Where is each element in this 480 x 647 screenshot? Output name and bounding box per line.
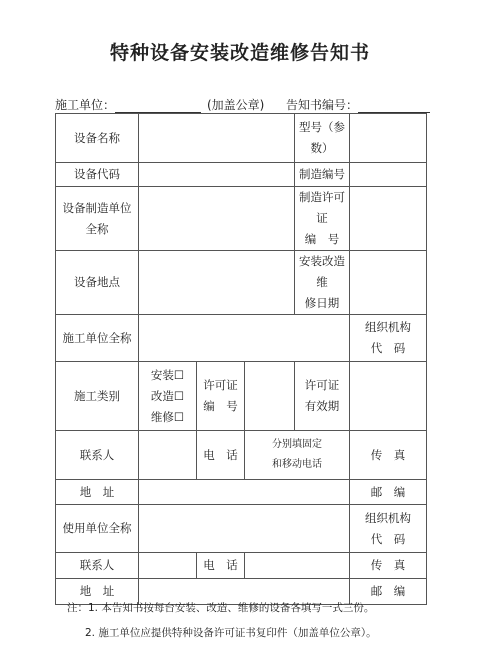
contractor-unit-field	[55, 96, 201, 113]
manufacturer-label-line2: 全称	[85, 221, 109, 236]
user-postcode-label: 邮 编	[350, 579, 427, 605]
fax-label: 传 真	[350, 431, 427, 480]
user-org-code-line2: 代 码	[370, 531, 406, 546]
user-unit-name-label: 使用单位全称	[56, 505, 139, 553]
contractor-name-label: 施工单位全称	[56, 315, 139, 362]
permit-number-value[interactable]	[245, 362, 295, 431]
device-name-value[interactable]	[139, 114, 295, 163]
contractor-unit-label: 施工单位：	[55, 98, 116, 112]
user-org-code-label	[350, 505, 427, 553]
device-code-label: 设备代码	[56, 163, 139, 187]
work-date-label	[295, 251, 350, 315]
work-date-line1: 安装改造维	[299, 254, 346, 289]
notice-number-blank[interactable]	[358, 100, 430, 113]
location-value[interactable]	[139, 251, 295, 315]
permit-number-line1: 许可证	[203, 378, 238, 392]
manufacturing-license-value[interactable]	[350, 187, 427, 251]
model-value[interactable]	[350, 114, 427, 163]
org-code-label	[350, 315, 427, 362]
table-row	[56, 362, 427, 431]
work-date-line2: 修日期	[304, 296, 340, 310]
work-type-label: 施工类别	[56, 362, 139, 431]
contractor-unit-blank[interactable]	[115, 100, 201, 113]
user-org-code-line1: 组织机构	[365, 510, 412, 525]
device-name-label: 设备名称	[56, 114, 139, 163]
user-fax-label: 传 真	[350, 553, 427, 579]
table-row	[56, 315, 427, 362]
notice-number-label: 告知书编号：	[286, 98, 359, 112]
model-label	[295, 114, 350, 163]
phone-note-line1: 分别填固定	[272, 439, 323, 450]
user-phone-label: 电 话	[197, 553, 245, 579]
permit-validity-line2: 有效期	[304, 399, 340, 413]
seal-note: (加盖公章)	[207, 98, 265, 112]
permit-number-line2: 编 号	[203, 399, 238, 413]
contact-label: 联系人	[56, 431, 139, 480]
user-unit-name-value[interactable]	[139, 505, 350, 553]
manufacturing-license-line1: 制造许可证	[299, 190, 346, 225]
manufacturing-license-line2: 编 号	[304, 232, 340, 246]
work-type-options	[139, 362, 197, 431]
table-row	[56, 163, 427, 187]
repair-checkbox[interactable]: 维修☐	[150, 409, 185, 424]
postcode-label: 邮 编	[350, 480, 427, 505]
phone-note	[245, 431, 350, 480]
user-contact-label: 联系人	[56, 553, 139, 579]
serial-number-label: 制造编号	[295, 163, 350, 187]
note-2: 2. 施工单位应提供特种设备许可证书复印件（加盖单位公章）。	[85, 627, 377, 639]
permit-number-label	[197, 362, 245, 431]
manufacturer-label-line1: 设备制造单位	[62, 200, 132, 215]
user-contact-value[interactable]	[139, 553, 197, 579]
contact-value[interactable]	[139, 431, 197, 480]
contractor-name-value[interactable]	[139, 315, 350, 362]
org-code-line2: 代 码	[370, 341, 406, 355]
notice-number-field	[286, 96, 430, 113]
install-checkbox[interactable]: 安装☐	[150, 367, 185, 382]
org-code-line1: 组织机构	[365, 320, 412, 334]
table-row	[56, 480, 427, 505]
phone-label: 电 话	[197, 431, 245, 480]
user-phone-value[interactable]	[245, 553, 350, 579]
permit-validity-line1: 许可证	[304, 378, 340, 392]
page-title: 特种设备安装改造维修告知书	[109, 42, 370, 64]
device-code-value[interactable]	[139, 163, 295, 187]
address-value[interactable]	[139, 480, 350, 505]
user-address-label: 地 址	[56, 579, 139, 605]
manufacturer-value[interactable]	[139, 187, 295, 251]
table-row	[56, 553, 427, 579]
table-row	[56, 187, 427, 251]
model-label-line1: 型号（参	[299, 120, 346, 134]
work-date-value[interactable]	[350, 251, 427, 315]
manufacturer-label	[56, 187, 139, 251]
address-label: 地 址	[56, 480, 139, 505]
table-row	[56, 251, 427, 315]
serial-number-value[interactable]	[350, 163, 427, 187]
note-1: 注：1. 本告知书按每台安装、改造、维修的设备各填写一式三份。	[67, 602, 375, 614]
permit-validity-value[interactable]	[350, 362, 427, 431]
notice-form-table	[55, 113, 427, 605]
manufacturing-license-label	[295, 187, 350, 251]
phone-note-line2: 和移动电话	[272, 459, 323, 470]
table-row	[56, 505, 427, 553]
permit-validity-label	[295, 362, 350, 431]
model-label-line2: 数）	[310, 141, 334, 155]
modify-checkbox[interactable]: 改造☐	[150, 388, 185, 403]
table-row	[56, 431, 427, 480]
table-row	[56, 114, 427, 163]
location-label: 设备地点	[56, 251, 139, 315]
